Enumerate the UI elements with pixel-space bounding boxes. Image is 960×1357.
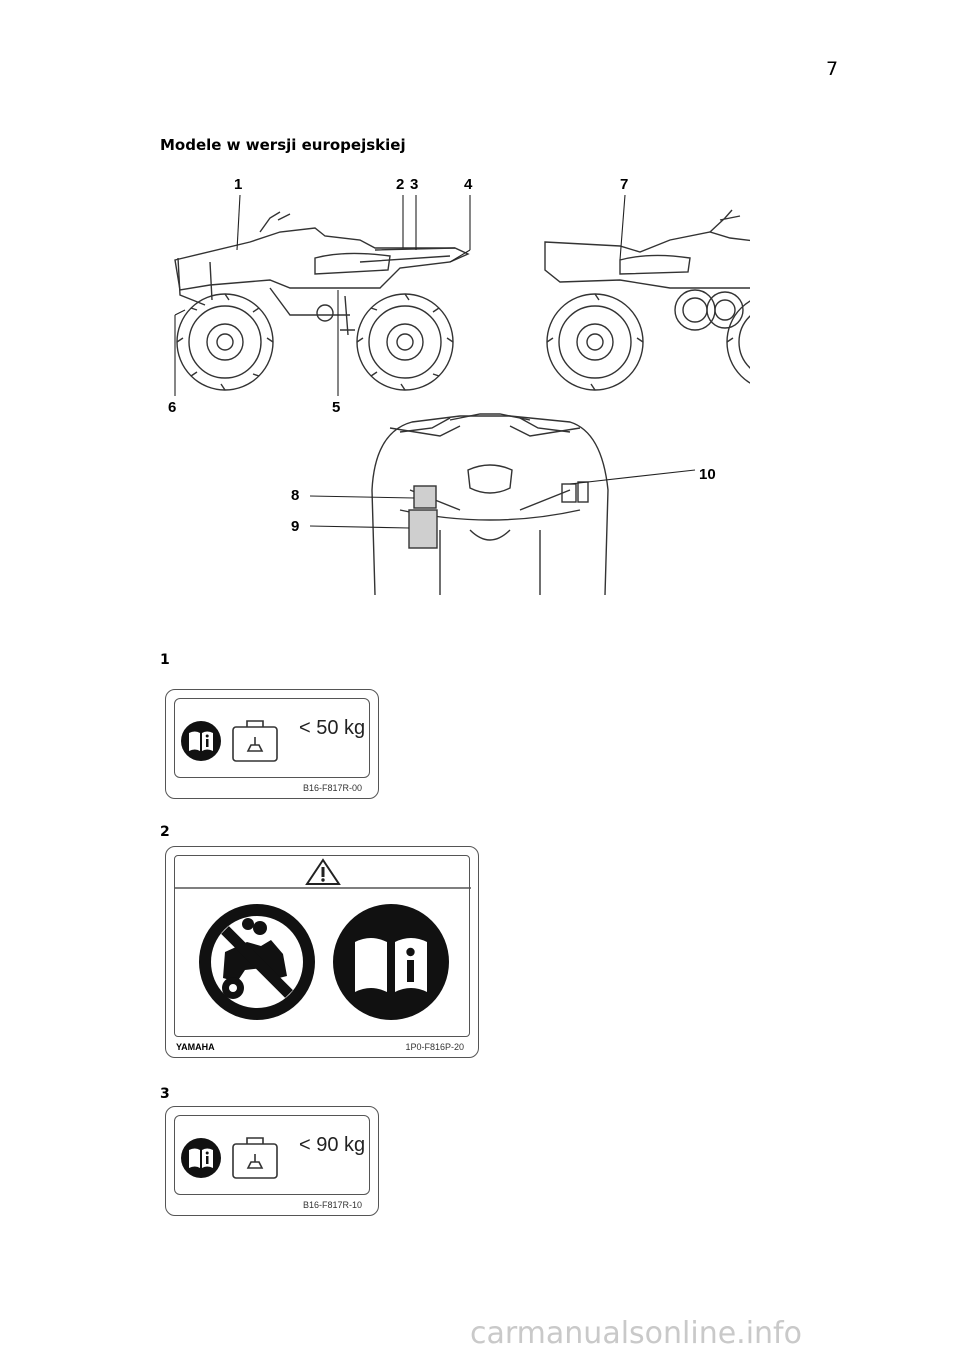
atv-label-locations-diagram [150,170,750,610]
read-manual-icon [333,904,449,1020]
callout-2: 2 [396,176,405,193]
callout-9: 9 [291,518,300,535]
callout-10: 10 [699,466,716,483]
label-code: B16-F817R-10 [302,1200,362,1210]
label-brand: YAMAHA [176,1042,215,1052]
section-title: Modele w wersji europejskiej [160,136,406,154]
callout-1: 1 [234,176,243,193]
cargo-load-icon [233,1138,277,1178]
no-passenger-icon [199,904,315,1020]
callout-3: 3 [410,176,419,193]
weight-limit-text: < 50 kg [299,717,366,739]
callout-8: 8 [291,487,300,504]
warning-triangle-icon [307,860,339,884]
label-1 [165,689,379,799]
figure-number-1: 1 [160,652,170,668]
callout-7: 7 [620,176,629,193]
label-code: B16-F817R-00 [302,783,362,793]
read-manual-icon [181,1138,221,1178]
callout-5: 5 [332,399,341,416]
atv-side-view-left [175,212,468,390]
figure-number-3: 3 [160,1086,170,1102]
callout-6: 6 [168,399,177,416]
label-2 [165,846,479,1058]
read-manual-icon [181,721,221,761]
watermark[interactable]: carmanualsonline.info [470,1316,802,1351]
figure-number-2: 2 [160,824,170,840]
label-3 [165,1106,379,1216]
atv-side-view-right [545,210,750,390]
cargo-load-icon [233,721,277,761]
callout-4: 4 [464,176,473,193]
page-number: 7 [826,58,839,80]
weight-limit-text: < 90 kg [299,1134,366,1156]
atv-front-view [372,414,608,595]
label-code: 1P0-F816P-20 [405,1042,464,1052]
